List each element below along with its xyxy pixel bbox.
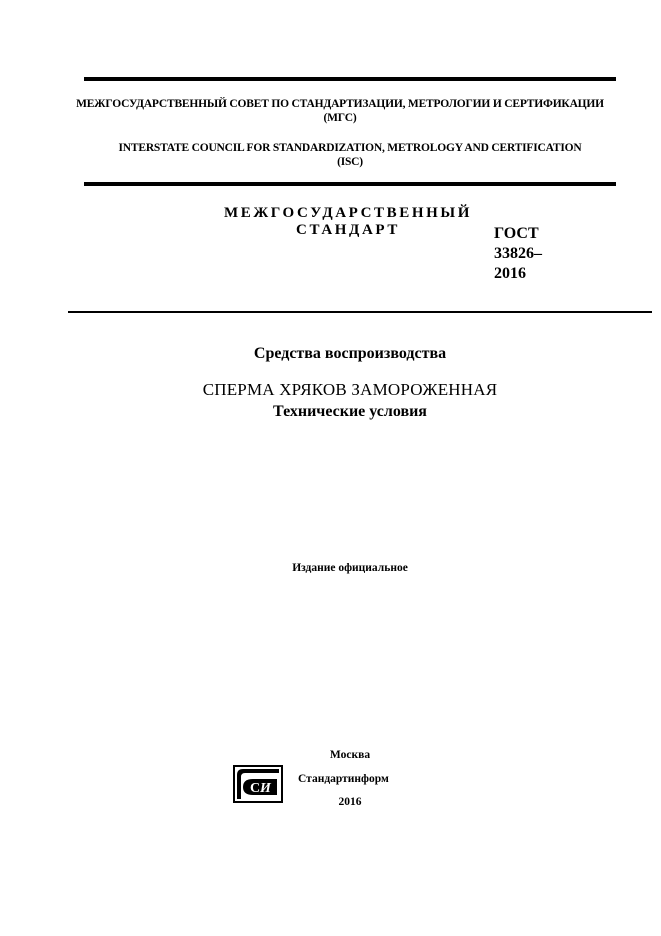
publisher-city: Москва	[329, 749, 371, 761]
council-ru-line1: МЕЖГОСУДАРСТВЕННЫЙ СОВЕТ ПО СТАНДАРТИЗАЦИИ, МЕТРОЛОГИИ И СЕРТИФИКАЦИИ	[76, 98, 604, 110]
title-top-rule	[68, 311, 652, 313]
council-en-line1: INTERSTATE COUNCIL FOR STANDARDIZATION, METROLOGY AND CERTIFICATION	[118, 142, 582, 154]
council-en-abbr: (ISC)	[337, 156, 363, 168]
standard-type-line1: МЕЖГОСУДАРСТВЕННЫЙ	[223, 205, 473, 221]
title-sub: Технические условия	[273, 403, 427, 420]
publisher-year: 2016	[338, 796, 362, 808]
gost-code	[494, 224, 542, 284]
gost-code-line1: ГОСТ	[494, 225, 539, 242]
svg-text:И: И	[260, 781, 271, 796]
top-rule	[84, 77, 616, 81]
publisher-name: Стандартинформ	[298, 773, 389, 785]
gost-code-line2: 33826–	[494, 245, 542, 262]
svg-text:С: С	[250, 781, 261, 796]
gost-code-line3: 2016	[494, 265, 526, 282]
standard-type-line2: СТАНДАРТ	[296, 222, 400, 238]
standartinform-logo-icon	[233, 765, 283, 803]
edition-label: Издание официальное	[292, 562, 408, 574]
logo-graphic	[233, 765, 283, 803]
header-bottom-rule	[84, 182, 616, 186]
title-main: СПЕРМА ХРЯКОВ ЗАМОРОЖЕННАЯ	[202, 380, 498, 399]
title-category: Средства воспроизводства	[253, 345, 447, 362]
council-ru-abbr: (МГС)	[323, 112, 357, 124]
